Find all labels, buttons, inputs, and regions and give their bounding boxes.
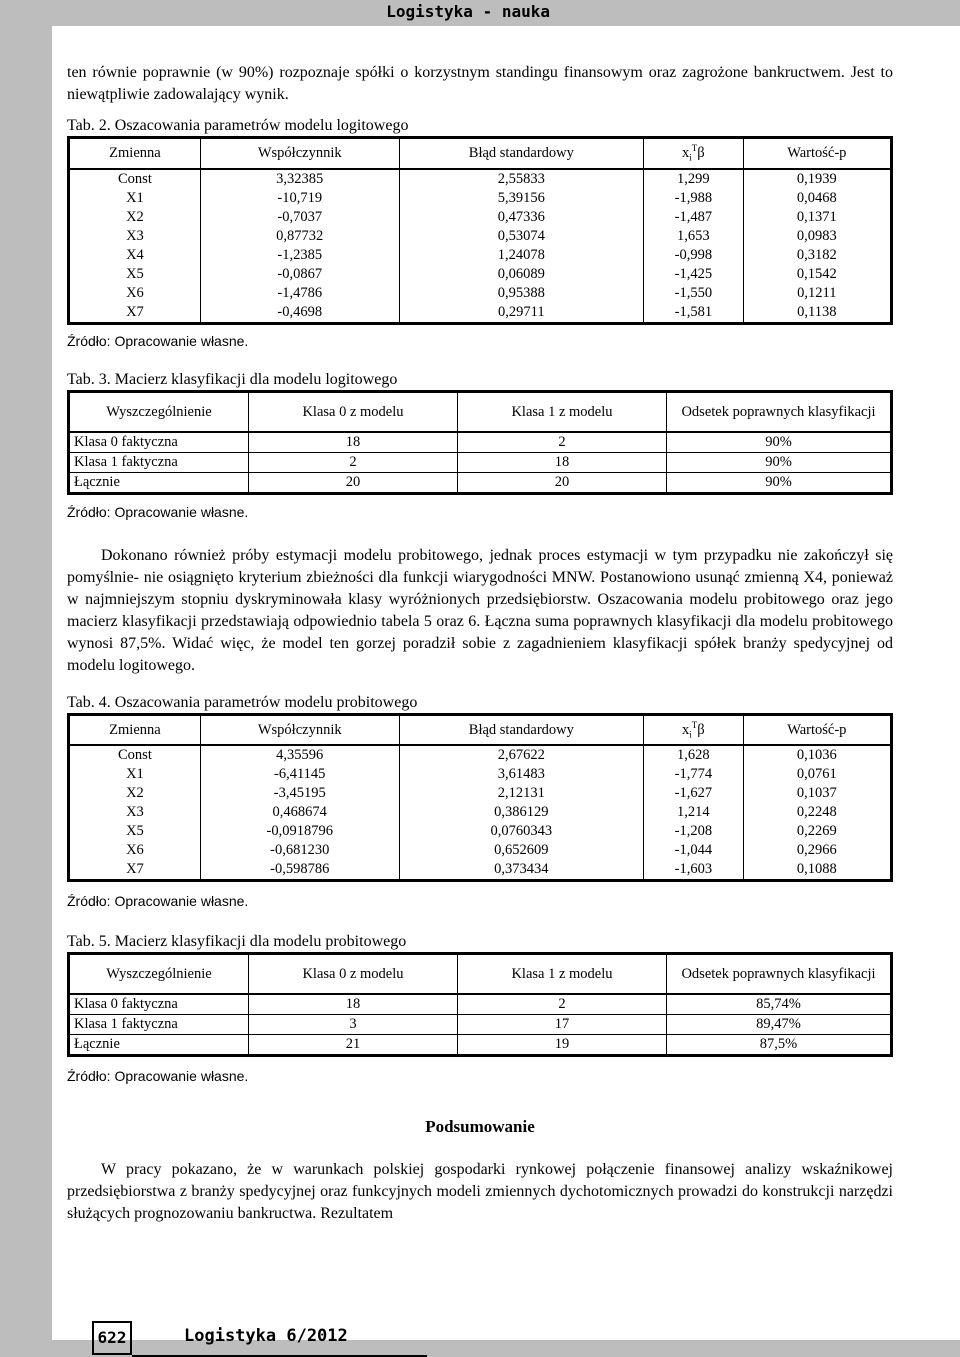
header-cell: Klasa 0 z modelu <box>249 954 458 995</box>
page <box>52 26 960 1347</box>
table-cell: X5 <box>69 822 201 841</box>
table-cell: X6 <box>69 284 201 303</box>
table-cell: 18 <box>458 452 667 472</box>
table-cell: 0,2248 <box>743 803 891 822</box>
table-cell: Const <box>69 169 201 189</box>
table-cell: -1,603 <box>644 860 744 881</box>
table-cell: 18 <box>249 994 458 1015</box>
table-cell: -1,774 <box>644 765 744 784</box>
table-row <box>69 994 892 1015</box>
summary-paragraph: W pracy pokazano, że w warunkach polskiej gospodarki rynkowej połączenie finansowej analizy wskaźnikowej przedsiębiorstwa z branży spedycyjnej oraz funkcyjnych modeli zmiennych dychotomicznych prowadzi do konstrukcji narzędzi służących prognozowaniu bankructwa. Rezultatem <box>67 1161 893 1223</box>
header-cell: Współczynnik <box>200 138 399 169</box>
tab3-table <box>67 390 893 495</box>
table-cell: -1,627 <box>644 784 744 803</box>
table-cell: 0,1036 <box>743 745 891 765</box>
table-cell: X4 <box>69 246 201 265</box>
tab5-body <box>69 994 892 1056</box>
table-cell: 2,67622 <box>399 745 643 765</box>
footer-journal: Logistyka 6/2012 <box>184 1326 348 1346</box>
header-cell-xtb: $x_i^T\beta$ <box>644 138 744 169</box>
table-cell: 2 <box>458 432 667 453</box>
header-cell: Klasa 1 z modelu <box>458 391 667 432</box>
table-cell: X3 <box>69 803 201 822</box>
tab2-caption: Tab. 2. Oszacowania parametrów modelu logitowego <box>67 117 409 134</box>
table-cell: 90% <box>667 452 892 472</box>
table-cell: 0,1939 <box>743 169 891 189</box>
table-cell: -6,41145 <box>200 765 399 784</box>
table-row <box>69 803 892 822</box>
table-cell: 0,47336 <box>399 208 643 227</box>
header-cell: Błąd standardowy <box>399 138 643 169</box>
table-cell: -0,598786 <box>200 860 399 881</box>
page-number: 622 <box>92 1321 132 1355</box>
table-cell: 0,468674 <box>200 803 399 822</box>
table-row <box>69 208 892 227</box>
table-cell: Łącznie <box>69 472 249 493</box>
table-cell: 0,1371 <box>743 208 891 227</box>
table-row <box>69 169 892 189</box>
table-cell: 0,386129 <box>399 803 643 822</box>
table-cell: 0,0760343 <box>399 822 643 841</box>
table-cell: 85,74% <box>667 994 892 1015</box>
table-cell: -1,581 <box>644 303 744 324</box>
tab2-table <box>67 136 893 325</box>
table-cell: 0,0983 <box>743 227 891 246</box>
table-cell: X1 <box>69 189 201 208</box>
table-header-row <box>69 954 892 995</box>
tab2-source: Źródło: Opracowanie własne. <box>67 332 249 349</box>
tab4-caption: Tab. 4. Oszacowania parametrów modelu probitowego <box>67 693 418 711</box>
table-row <box>69 841 892 860</box>
header-cell-xtb: $x_i^T\beta$ <box>644 714 744 745</box>
table-row <box>69 784 892 803</box>
table-cell: 2 <box>458 994 667 1015</box>
table-cell: -0,998 <box>644 246 744 265</box>
tab3-caption: Tab. 3. Macierz klasyfikacji dla modelu logitowego <box>67 370 398 388</box>
table-header-row <box>69 714 892 745</box>
table-cell: 0,1088 <box>743 860 891 881</box>
table-cell: 0,1542 <box>743 265 891 284</box>
table-cell: 5,39156 <box>399 189 643 208</box>
table-row <box>69 452 892 472</box>
table-row <box>69 432 892 453</box>
table-cell: Klasa 1 faktyczna <box>69 452 249 472</box>
table-cell: -0,0918796 <box>200 822 399 841</box>
table-row <box>69 284 892 303</box>
header-cell: Współczynnik <box>200 714 399 745</box>
header-cell: Zmienna <box>69 714 201 745</box>
table-row <box>69 303 892 324</box>
table-cell: -1,208 <box>644 822 744 841</box>
table-cell: X7 <box>69 303 201 324</box>
table-cell: 0,29711 <box>399 303 643 324</box>
table-cell: 0,1037 <box>743 784 891 803</box>
table-cell: 0,2269 <box>743 822 891 841</box>
table-cell: 0,06089 <box>399 265 643 284</box>
header-cell: Odsetek poprawnych klasyfikacji <box>667 954 892 995</box>
table-row <box>69 860 892 881</box>
table-cell: -1,550 <box>644 284 744 303</box>
content <box>67 26 893 1225</box>
table-cell: -3,45195 <box>200 784 399 803</box>
table-header-row <box>69 138 892 169</box>
table-cell: -10,719 <box>200 189 399 208</box>
summary-heading: Podsumowanie <box>425 1117 535 1137</box>
table-cell: -0,681230 <box>200 841 399 860</box>
tab3-source: Źródło: Opracowanie własne. <box>67 503 249 520</box>
table-cell: 2,55833 <box>399 169 643 189</box>
tab5-caption: Tab. 5. Macierz klasyfikacji dla modelu probitowego <box>67 933 407 951</box>
table-cell: 87,5% <box>667 1035 892 1056</box>
table-cell: 20 <box>458 472 667 493</box>
table-cell: -0,4698 <box>200 303 399 324</box>
table-cell: 0,95388 <box>399 284 643 303</box>
header-cell: Wyszczególnienie <box>69 391 249 432</box>
table-cell: Klasa 0 faktyczna <box>69 994 249 1015</box>
table-cell: -0,7037 <box>200 208 399 227</box>
table-row <box>69 765 892 784</box>
table-cell: 0,652609 <box>399 841 643 860</box>
table-cell: 3 <box>249 1015 458 1035</box>
header-cell: Wartość-p <box>743 138 891 169</box>
table-cell: 0,3182 <box>743 246 891 265</box>
table-cell: -0,0867 <box>200 265 399 284</box>
table-cell: 1,214 <box>644 803 744 822</box>
table-cell: 3,61483 <box>399 765 643 784</box>
table-row <box>69 822 892 841</box>
tab5-table <box>67 952 893 1057</box>
table-cell: -1,487 <box>644 208 744 227</box>
table-row <box>69 227 892 246</box>
table-cell: -1,2385 <box>200 246 399 265</box>
table-cell: 1,653 <box>644 227 744 246</box>
table-cell: 2 <box>249 452 458 472</box>
table-cell: 0,1138 <box>743 303 891 324</box>
header-cell: Zmienna <box>69 138 201 169</box>
table-cell: X3 <box>69 227 201 246</box>
table-row <box>69 246 892 265</box>
tab2-body <box>69 169 892 324</box>
table-cell: 90% <box>667 472 892 493</box>
table-cell: X2 <box>69 784 201 803</box>
header-cell: Odsetek poprawnych klasyfikacji <box>667 391 892 432</box>
table-cell: 1,299 <box>644 169 744 189</box>
table-cell: 1,24078 <box>399 246 643 265</box>
table-cell: X7 <box>69 860 201 881</box>
table-row <box>69 1035 892 1056</box>
table-cell: 3,32385 <box>200 169 399 189</box>
tab4-source: Źródło: Opracowanie własne. <box>67 893 249 910</box>
table-cell: 0,1211 <box>743 284 891 303</box>
header-cell: Klasa 1 z modelu <box>458 954 667 995</box>
header-title: Logistyka - nauka <box>386 2 550 21</box>
table-cell: 21 <box>249 1035 458 1056</box>
table-cell: 17 <box>458 1015 667 1035</box>
table-cell: Łącznie <box>69 1035 249 1056</box>
header-cell: Wartość-p <box>743 714 891 745</box>
table-cell: 0,0761 <box>743 765 891 784</box>
table-row <box>69 1015 892 1035</box>
header-cell: Wyszczególnienie <box>69 954 249 995</box>
table-cell: 2,12131 <box>399 784 643 803</box>
tab3-body <box>69 432 892 494</box>
header-cell: Klasa 0 z modelu <box>249 391 458 432</box>
table-cell: -1,4786 <box>200 284 399 303</box>
footer <box>92 1321 392 1355</box>
table-cell: 0,2966 <box>743 841 891 860</box>
table-cell: X1 <box>69 765 201 784</box>
table-cell: Const <box>69 745 201 765</box>
table-row <box>69 745 892 765</box>
table-cell: Klasa 1 faktyczna <box>69 1015 249 1035</box>
table-cell: 19 <box>458 1035 667 1056</box>
intro-paragraph: ten równie poprawnie (w 90%) rozpoznaje spółki o korzystnym standingu finansowym oraz zagrożone bankructwem. Jest to niewątpliwie zadowalający wynik. <box>67 64 893 103</box>
table-cell: 0,373434 <box>399 860 643 881</box>
table-cell: 18 <box>249 432 458 453</box>
header-bar <box>0 0 960 26</box>
table-row <box>69 265 892 284</box>
table-cell: Klasa 0 faktyczna <box>69 432 249 453</box>
table-cell: 90% <box>667 432 892 453</box>
table-cell: 0,0468 <box>743 189 891 208</box>
header-cell: Błąd standardowy <box>399 714 643 745</box>
table-cell: -1,988 <box>644 189 744 208</box>
table-cell: 4,35596 <box>200 745 399 765</box>
table-cell: 0,87732 <box>200 227 399 246</box>
table-row <box>69 472 892 493</box>
table-cell: 89,47% <box>667 1015 892 1035</box>
table-header-row <box>69 391 892 432</box>
table-row <box>69 189 892 208</box>
probit-paragraph: Dokonano również próby estymacji modelu probitowego, jednak proces estymacji w tym przypadku nie zakończył się pomyślnie- nie osiągnięto kryterium zbieżności dla funkcji wiarygodności MNW. Postanowiono usunąć zmienną X4, ponieważ w najmniejszym stopniu dyskryminowała klasy wyróżnionych przedsiębiorstw. Oszacowania modelu probitowego oraz jego macierz klasyfikacji przedstawiają odpowiednio tabela 5 oraz 6. Łączna suma poprawnych klasyfikacji dla modelu probitowego wynosi 87,5%. Widać więc, że model ten gorzej poradził sobie z zagadnieniem klasyfikacji spółek branży spedycyjnej od modelu logitowego. <box>67 546 893 674</box>
tab4-body <box>69 745 892 881</box>
table-cell: 20 <box>249 472 458 493</box>
table-cell: -1,425 <box>644 265 744 284</box>
table-cell: -1,044 <box>644 841 744 860</box>
table-cell: X5 <box>69 265 201 284</box>
table-cell: X6 <box>69 841 201 860</box>
tab4-table <box>67 713 893 883</box>
tab5-source: Źródło: Opracowanie własne. <box>67 1068 249 1085</box>
table-cell: X2 <box>69 208 201 227</box>
table-cell: 1,628 <box>644 745 744 765</box>
table-cell: 0,53074 <box>399 227 643 246</box>
